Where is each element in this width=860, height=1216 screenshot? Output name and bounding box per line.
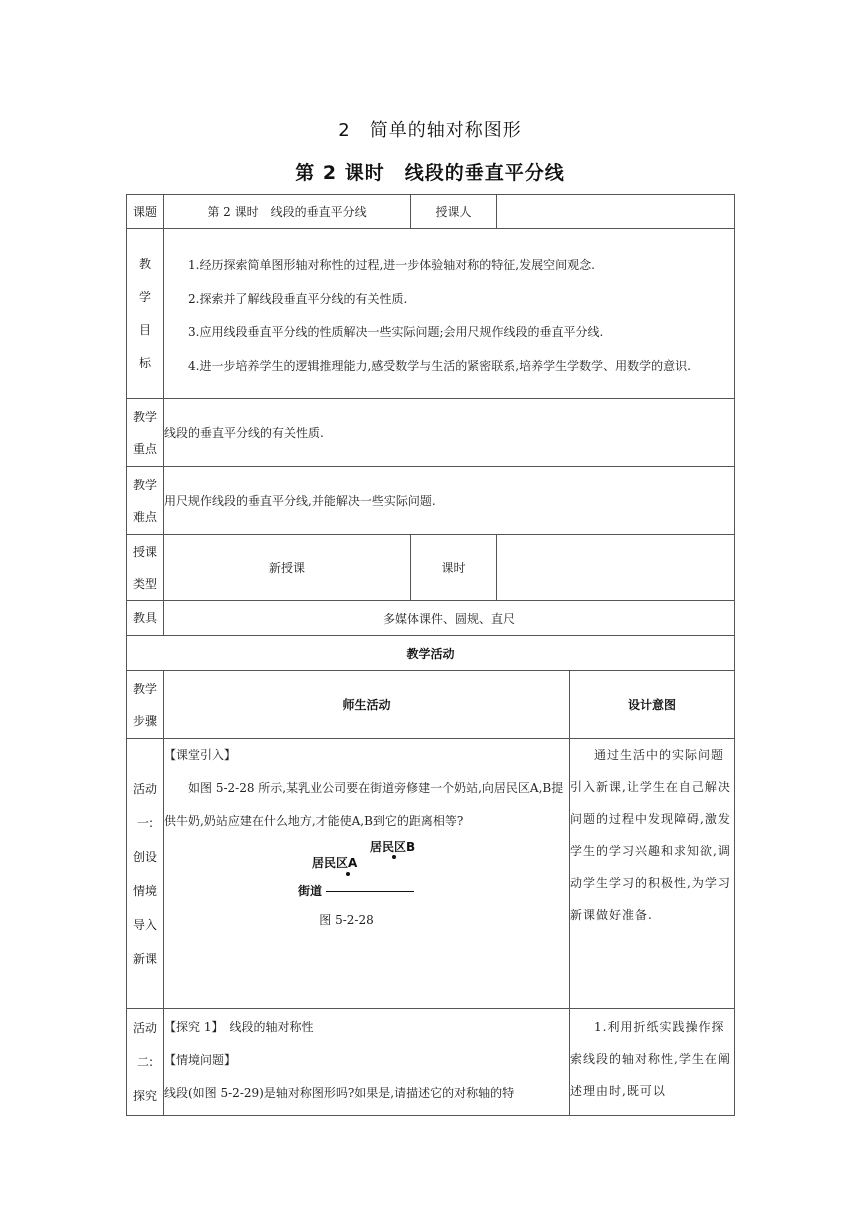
goal-item: 3.应用线段垂直平分线的性质解决一些实际问题;会用尺规作线段的垂直平分线. bbox=[188, 325, 604, 340]
activity-1-content bbox=[164, 739, 570, 1009]
point-b-marker bbox=[392, 855, 396, 859]
teacher-value bbox=[497, 195, 735, 229]
street-figure bbox=[164, 840, 569, 912]
goal-item: 1.经历探索简单图形轴对称性的过程,进一步体验轴对称的特征,发展空间观念. bbox=[188, 258, 595, 273]
columns-header-row bbox=[127, 671, 735, 739]
goals-content bbox=[164, 229, 735, 399]
activity-1-intent: 通过生活中的实际问题引入新课,让学生在自己解决问题的过程中发现障碍,激发学生的学习兴趣和求知欲,调动学生学习的积极性,为学习新课做好准备. bbox=[570, 739, 735, 1009]
lesson-type-label: 授课 类型 bbox=[127, 535, 164, 601]
goals-label: 教 学 目 标 bbox=[127, 229, 164, 399]
resident-a-label: 居民区A bbox=[312, 856, 358, 870]
activity-1-text: 如图 5-2-28 所示,某乳业公司要在街道旁修建一个奶站,向居民区A,B提供牛奶,奶站应建在什么地方,才能使A,B到它的距离相等? bbox=[164, 781, 564, 828]
resident-b-label: 居民区B bbox=[370, 840, 416, 854]
activity-1-row bbox=[127, 739, 735, 1009]
activity-2-content bbox=[164, 1009, 570, 1116]
tools-row bbox=[127, 601, 735, 636]
steps-label: 教学 步骤 bbox=[127, 671, 164, 739]
hours-label: 课时 bbox=[411, 535, 497, 601]
difficulty-row bbox=[127, 467, 735, 535]
intent-header: 设计意图 bbox=[570, 671, 735, 739]
lesson-title: 第 2 课时 线段的垂直平分线 bbox=[295, 162, 565, 184]
activity-1-heading: 【课堂引入】 bbox=[164, 748, 237, 762]
activity-2-intent: 1.利用折纸实践操作探索线段的轴对称性,学生在阐述理由时,既可以 bbox=[570, 1009, 735, 1116]
goal-item: 2.探索并了解线段垂直平分线的有关性质. bbox=[188, 291, 408, 306]
goal-item: 4.进一步培养学生的逻辑推理能力,感受数学与生活的紧密联系,培养学生学数学、用数学的意识. bbox=[188, 358, 691, 373]
activities-header-row bbox=[127, 636, 735, 671]
difficulty-value: 用尺规作线段的垂直平分线,并能解决一些实际问题. bbox=[164, 467, 735, 535]
activity-2-line-1: 【探究 1】 线段的轴对称性 bbox=[164, 1020, 314, 1034]
tools-label: 教具 bbox=[127, 601, 164, 636]
teacher-student-header: 师生活动 bbox=[164, 671, 570, 739]
tools-value: 多媒体课件、圆规、直尺 bbox=[164, 601, 735, 636]
lesson-plan-table bbox=[126, 194, 735, 1116]
street-line bbox=[326, 891, 414, 892]
hours-value bbox=[497, 535, 735, 601]
activity-2-line-2: 【情境问题】 bbox=[164, 1053, 237, 1067]
figure-caption: 图 5-2-28 bbox=[319, 913, 374, 927]
activity-2-line-3: 线段(如图 5-2-29)是轴对称图形吗?如果是,请描述它的对称轴的特 bbox=[164, 1086, 515, 1100]
teacher-label: 授课人 bbox=[411, 195, 497, 229]
lesson-type-value: 新授课 bbox=[164, 535, 411, 601]
topic-label: 课题 bbox=[127, 195, 164, 229]
key-point-value: 线段的垂直平分线的有关性质. bbox=[164, 399, 735, 467]
topic-value: 第 2 课时 线段的垂直平分线 bbox=[164, 195, 411, 229]
difficulty-label: 教学 难点 bbox=[127, 467, 164, 535]
activity-1-label: 活动 一: 创设 情境 导入 新课 bbox=[127, 739, 164, 1009]
point-a-marker bbox=[346, 872, 350, 876]
section-title: 2 简单的轴对称图形 bbox=[338, 120, 522, 141]
goals-row bbox=[127, 229, 735, 399]
activities-header: 教学活动 bbox=[127, 636, 735, 671]
key-point-label: 教学 重点 bbox=[127, 399, 164, 467]
key-point-row bbox=[127, 399, 735, 467]
activity-2-row bbox=[127, 1009, 735, 1116]
activity-2-label: 活动 二: 探究 bbox=[127, 1009, 164, 1116]
lesson-type-row bbox=[127, 535, 735, 601]
street-label: 街道 bbox=[298, 884, 323, 898]
topic-row bbox=[127, 195, 735, 229]
